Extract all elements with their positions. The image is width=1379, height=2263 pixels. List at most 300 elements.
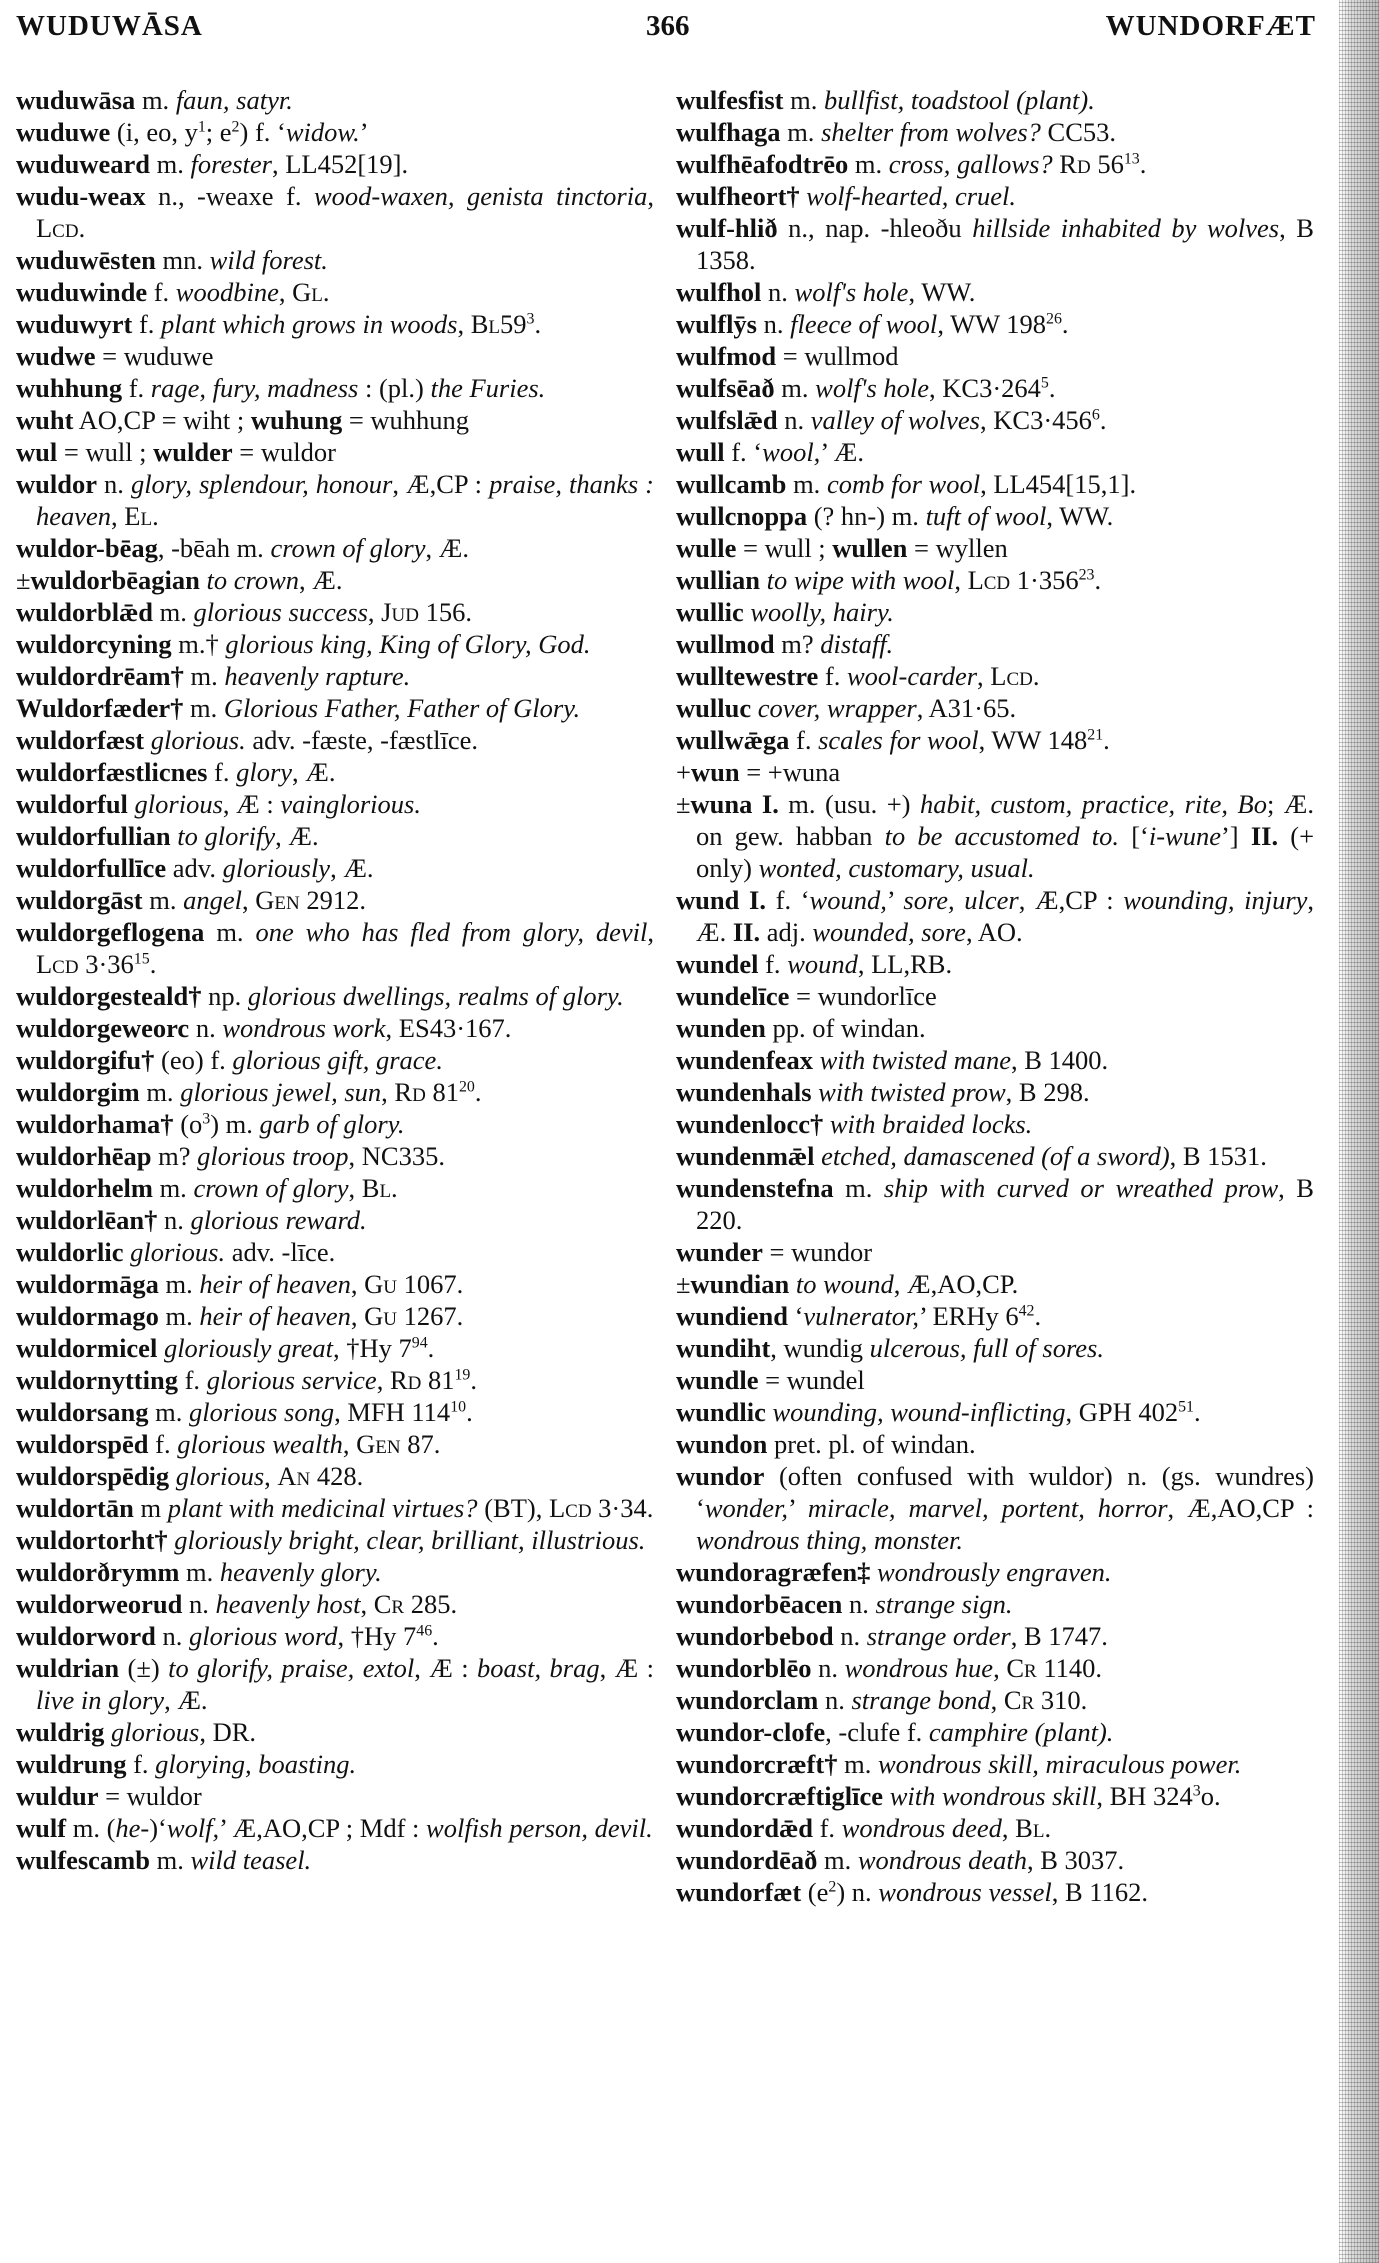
entry-definition: heavenly glory.	[219, 1557, 382, 1587]
entry-text: ’]	[1220, 821, 1251, 851]
dictionary-entry	[676, 1012, 1314, 1044]
dictionary-entry	[676, 1076, 1314, 1108]
entry-definition: glorious jewel, sun	[180, 1077, 382, 1107]
dictionary-entry	[16, 916, 654, 980]
entry-source-abbrev: Lcd	[990, 661, 1033, 691]
dictionary-entry	[16, 372, 654, 404]
dictionary-entry	[676, 1268, 1314, 1300]
entry-headword: wundor-clofe	[676, 1717, 826, 1747]
dictionary-entry	[16, 1236, 654, 1268]
entry-superscript: 15	[133, 950, 150, 968]
entry-text: ‘	[787, 1301, 804, 1331]
entry-headword: wun	[690, 757, 740, 787]
entry-headword: wundel	[676, 949, 759, 979]
entry-text: ,	[457, 309, 471, 339]
entry-headword: wuldortorht†	[16, 1525, 168, 1555]
dictionary-entry	[16, 564, 654, 596]
entry-text: (often confused with wuldor) n. (gs. wundres) ‘	[696, 1461, 1314, 1523]
entry-definition: to be accustomed to.	[884, 821, 1120, 851]
dictionary-entry	[676, 1620, 1314, 1652]
entry-text: pret. pl. of windan.	[767, 1429, 976, 1459]
entry-definition: wondrous deed	[841, 1813, 1002, 1843]
dictionary-entry	[16, 84, 654, 116]
entry-text: , Æ.	[696, 885, 1315, 947]
entry-text: .	[1034, 1301, 1042, 1331]
dictionary-entry	[16, 404, 654, 436]
entry-headword: wundenfeax	[676, 1045, 813, 1075]
entry-definition: glorious	[175, 1461, 265, 1491]
dictionary-entry	[676, 1812, 1314, 1844]
entry-text: = wundorlīce	[789, 981, 937, 1011]
entry-text: n.	[777, 405, 811, 435]
entry-headword: wulfhaga	[676, 117, 781, 147]
entry-text: (o	[173, 1109, 203, 1139]
dictionary-entry	[16, 628, 654, 660]
entry-headword: wuldorbēagian	[30, 565, 200, 595]
entry-definition: to glorify	[177, 821, 276, 851]
entry-text: = wuldor	[232, 437, 336, 467]
entry-definition: miracle, marvel, portent, horror	[807, 1493, 1168, 1523]
dictionary-entry	[16, 1396, 654, 1428]
entry-headword: wullic	[676, 597, 744, 627]
entry-definition: glorious	[134, 789, 223, 819]
entry-text: , Æ.	[299, 565, 343, 595]
entry-text: 1·356	[1010, 565, 1079, 595]
dictionary-entry	[676, 1044, 1314, 1076]
entry-text: , B 1358.	[696, 213, 1314, 275]
dictionary-entry	[16, 436, 654, 468]
entry-headword: wuldorspēdig	[16, 1461, 170, 1491]
entry-headword: I.	[749, 885, 766, 915]
entry-text: m?	[151, 1141, 198, 1171]
entry-text: , LL454[15,1].	[980, 469, 1137, 499]
entry-definition: wonder,	[704, 1493, 789, 1523]
dictionary-entry	[676, 308, 1314, 340]
entry-text: adv. -līce.	[225, 1237, 336, 1267]
entry-definition: garb of glory.	[259, 1109, 405, 1139]
entry-headword: wundlic	[676, 1397, 766, 1427]
entry-text: f.	[126, 1749, 156, 1779]
entry-text: +	[676, 757, 691, 787]
entry-text: 1267.	[397, 1301, 464, 1331]
entry-text: (? hn-) m.	[807, 501, 926, 531]
entry-text: np.	[201, 981, 248, 1011]
entry-definition: rage, fury, madness	[150, 373, 359, 403]
entry-text	[144, 725, 151, 755]
entry-headword: wuldor-bēag	[16, 533, 158, 563]
entry-source-abbrev: Cr	[1006, 1653, 1037, 1683]
entry-headword: Wuldorfæder†	[16, 693, 184, 723]
entry-headword: wulfsēað	[676, 373, 775, 403]
entry-text: , †Hy 7	[337, 1621, 417, 1651]
entry-definition: with braided locks.	[829, 1109, 1033, 1139]
entry-text: (±)	[119, 1653, 169, 1683]
entry-text: ,	[367, 597, 382, 627]
entry-text: ; e	[205, 117, 232, 147]
entry-text: , AO.	[965, 917, 1023, 947]
entry-definition: praise, thanks : heaven	[36, 469, 655, 531]
entry-superscript: 51	[1178, 1398, 1194, 1416]
entry-text	[739, 885, 749, 915]
dictionary-entry	[16, 756, 654, 788]
entry-text: 285.	[404, 1589, 458, 1619]
entry-headword: wulfesfist	[676, 85, 784, 115]
entry-definition: camphire (plant).	[928, 1717, 1114, 1747]
entry-text: , WW.	[908, 277, 976, 307]
running-header	[16, 10, 1316, 50]
entry-headword: wullwǣga	[676, 725, 790, 755]
dictionary-entry	[16, 596, 654, 628]
entry-headword: wundoragræfen‡	[676, 1557, 871, 1587]
dictionary-entry	[676, 180, 1314, 212]
entry-definition: heavenly rapture.	[224, 661, 411, 691]
entry-definition: boast, brag	[477, 1653, 600, 1683]
entry-headword: wuldorgeflogena	[16, 917, 205, 947]
entry-headword: wundenstefna	[676, 1173, 834, 1203]
entry-definition: wolf's hole	[815, 373, 930, 403]
dictionary-entry	[16, 852, 654, 884]
entry-text: .	[391, 1173, 398, 1203]
entry-headword: wuduwāsa	[16, 85, 136, 115]
entry-text: , B 220.	[696, 1173, 1314, 1235]
entry-text: o.	[1200, 1781, 1221, 1811]
dictionary-entry	[676, 84, 1314, 116]
entry-text: .	[78, 213, 86, 243]
entry-text: f.	[147, 277, 176, 307]
dictionary-entry	[16, 1524, 654, 1556]
entry-text: .	[1048, 373, 1056, 403]
entry-headword: wuldorhama†	[16, 1109, 174, 1139]
entry-source-abbrev: Bl	[361, 1173, 392, 1203]
entry-text: .	[1032, 661, 1040, 691]
entry-definition: wondrous work	[222, 1013, 386, 1043]
dictionary-entry	[676, 564, 1314, 596]
entry-text: 81	[421, 1365, 455, 1395]
entry-headword: wuldrung	[16, 1749, 127, 1779]
entry-definition: glorious gift, grace.	[232, 1045, 443, 1075]
entry-headword: wundiht	[676, 1333, 771, 1363]
entry-text: = wundel	[758, 1365, 865, 1395]
entry-text: = wullmod	[776, 341, 899, 371]
dictionary-entry	[676, 1140, 1314, 1172]
entry-text: m.	[139, 1077, 181, 1107]
entry-definition: wool,	[762, 437, 821, 467]
entry-text: f.	[148, 1429, 178, 1459]
entry-text: , Æ.	[164, 1685, 208, 1715]
entry-text: .	[1094, 565, 1102, 595]
dictionary-entry	[16, 1492, 654, 1524]
dictionary-entry	[676, 116, 1314, 148]
entry-headword: wuldorðrymm	[16, 1557, 180, 1587]
entry-text: )‘	[149, 1813, 167, 1843]
entry-text: m.	[149, 1845, 191, 1875]
entry-headword: wulle	[676, 533, 737, 563]
entry-definition: valley of wolves	[810, 405, 980, 435]
dictionary-entry	[16, 1140, 654, 1172]
entry-text: m.	[150, 149, 191, 179]
dictionary-entry	[16, 980, 654, 1012]
entry-definition: ship with curved or wreathed prow	[883, 1173, 1279, 1203]
entry-text: , GPH 402	[1065, 1397, 1179, 1427]
entry-text: 3·36	[78, 949, 134, 979]
entry-text: .	[466, 1397, 473, 1427]
entry-headword: wuduweard	[16, 149, 151, 179]
entry-text: f. ‘	[765, 885, 810, 915]
dictionary-entry	[16, 1044, 654, 1076]
entry-text: .	[474, 1077, 482, 1107]
entry-text: , Æ.	[292, 757, 336, 787]
entry-text: .	[427, 1333, 435, 1363]
entry-headword: wullian	[676, 565, 760, 595]
dictionary-entry	[676, 1300, 1314, 1332]
dictionary-entry	[16, 1204, 654, 1236]
entry-text: , †Hy 7	[333, 1333, 412, 1363]
entry-text: = wuldor	[98, 1781, 202, 1811]
dictionary-entry	[16, 1780, 654, 1812]
entry-definition: live in glory	[36, 1685, 165, 1715]
dictionary-entry	[676, 884, 1314, 948]
entry-text: , B 1162.	[1051, 1877, 1148, 1907]
dictionary-entry	[16, 1620, 654, 1652]
entry-text: m.	[152, 1173, 194, 1203]
entry-text: m.	[848, 149, 889, 179]
left-column	[16, 84, 654, 1876]
entry-definition: wounded, sore	[812, 917, 966, 947]
dictionary-entry	[676, 148, 1314, 180]
entry-text: adj.	[760, 917, 813, 947]
entry-text: , ES43·167.	[385, 1013, 512, 1043]
entry-headword: wundorbēacen	[676, 1589, 843, 1619]
entry-headword: wundorclam	[676, 1685, 819, 1715]
dictionary-entry	[16, 1012, 654, 1044]
entry-definition: glorious song	[189, 1397, 335, 1427]
entry-headword: wundenlocc†	[676, 1109, 824, 1139]
entry-text: , wundig	[770, 1333, 870, 1363]
entry-text: , Æ.	[275, 821, 319, 851]
entry-headword: wuduwe	[16, 117, 111, 147]
entry-text: ’ Æ.	[820, 437, 864, 467]
dictionary-entry	[676, 1844, 1314, 1876]
entry-headword: wullen	[832, 533, 908, 563]
dictionary-entry	[16, 1428, 654, 1460]
entry-definition: glorious	[110, 1717, 200, 1747]
entry-text: f.	[207, 757, 237, 787]
entry-text: .	[470, 1365, 477, 1395]
entry-superscript: 26	[1046, 310, 1062, 328]
entry-headword: wundenhals	[676, 1077, 812, 1107]
entry-definition: wolf-hearted, cruel.	[806, 181, 1017, 211]
entry-definition: crown of glory	[193, 1173, 349, 1203]
entry-text: mn.	[155, 245, 210, 275]
entry-definition: the Furies.	[430, 373, 546, 403]
entry-definition: wound	[787, 949, 858, 979]
entry-text: : (pl.)	[358, 373, 431, 403]
entry-text: m.	[817, 1845, 858, 1875]
dictionary-entry	[16, 1844, 654, 1876]
entry-text: (i, eo, y	[110, 117, 198, 147]
entry-definition: heavenly host	[215, 1589, 361, 1619]
dictionary-entry	[676, 468, 1314, 500]
dictionary-entry	[16, 1172, 654, 1204]
entry-text: , Æ,AO,CP :	[1167, 1493, 1315, 1523]
entry-text: n.	[189, 1013, 223, 1043]
entry-definition: heir of heaven	[199, 1269, 351, 1299]
dictionary-entry	[676, 948, 1314, 980]
entry-definition: glorying, boasting.	[155, 1749, 357, 1779]
entry-headword: wundorcræft†	[676, 1749, 838, 1779]
dictionary-entry	[676, 660, 1314, 692]
header-last-word: WUNDORFÆT	[1105, 10, 1316, 42]
entry-definition: gloriously great	[163, 1333, 333, 1363]
entry-definition: cross, gallows?	[888, 149, 1053, 179]
entry-text: n.	[761, 277, 795, 307]
dictionary-entry	[676, 1556, 1314, 1588]
entry-text: , KC3·456	[980, 405, 1092, 435]
dictionary-entry	[676, 1428, 1314, 1460]
entry-definition: glory	[236, 757, 293, 787]
entry-superscript: 20	[458, 1078, 475, 1096]
entry-text: 56	[1090, 149, 1124, 179]
dictionary-entry	[676, 1684, 1314, 1716]
entry-text: , Æ :	[414, 1653, 478, 1683]
entry-headword: wulder	[153, 437, 233, 467]
entry-definition: wondrous skill, miraculous power.	[877, 1749, 1242, 1779]
entry-superscript: 6	[1091, 406, 1100, 424]
dictionary-entry	[16, 1748, 654, 1780]
dictionary-entry	[16, 148, 654, 180]
entry-headword: wuht	[16, 405, 74, 435]
entry-text: , A31·65.	[916, 693, 1017, 723]
entry-headword: wudu-weax	[16, 181, 146, 211]
entry-text: ±	[676, 1269, 691, 1299]
entry-source-abbrev: Lcd	[36, 949, 79, 979]
page-number: 366	[646, 10, 690, 42]
entry-source-abbrev: El	[124, 501, 153, 531]
entry-definition: gloriously	[222, 853, 331, 883]
entry-text: f.	[789, 725, 819, 755]
entry-text: , NC335.	[348, 1141, 445, 1171]
dictionary-entry	[16, 1332, 654, 1364]
entry-text: , Æ :	[222, 789, 281, 819]
entry-text: ,	[278, 277, 293, 307]
entry-text: , B 298.	[1005, 1077, 1090, 1107]
entry-source-abbrev: Gen	[255, 885, 300, 915]
entry-definition: glorious.	[130, 1237, 226, 1267]
entry-headword: wundordǣd	[676, 1813, 813, 1843]
entry-definition: tuft of wool	[925, 501, 1047, 531]
entry-headword: wulflȳs	[676, 309, 757, 339]
entry-definition: wondrous hue	[844, 1653, 994, 1683]
entry-definition: wild forest.	[209, 245, 328, 275]
entry-text: f. ‘	[724, 437, 763, 467]
entry-text: m.	[833, 1173, 884, 1203]
entry-text: 1140.	[1036, 1653, 1102, 1683]
entry-text: n.	[97, 469, 131, 499]
entry-text: ,	[242, 885, 256, 915]
dictionary-entry	[676, 404, 1314, 436]
entry-text: m.	[142, 885, 184, 915]
entry-text: ) m.	[210, 1109, 260, 1139]
entry-text: , B 1400.	[1010, 1045, 1109, 1075]
entry-headword: wundon	[676, 1429, 768, 1459]
entry-source-abbrev: Bl	[470, 309, 501, 339]
entry-definition: glory, splendour, honour	[130, 469, 393, 499]
entry-text: (eo) f.	[154, 1045, 233, 1075]
entry-text: .	[152, 501, 159, 531]
dictionary-entry	[676, 980, 1314, 1012]
entry-text: f.	[177, 1365, 207, 1395]
page-edge	[1339, 0, 1379, 2263]
entry-text: m.	[837, 1749, 878, 1779]
entry-text: ,	[977, 661, 991, 691]
entry-definition: etched, damascened (of a sword)	[821, 1141, 1170, 1171]
entry-headword: wuduwēsten	[16, 245, 156, 275]
entry-definition: wolf's hole	[794, 277, 909, 307]
entry-definition: to glorify, praise, extol	[168, 1653, 415, 1683]
entry-text	[169, 1461, 176, 1491]
entry-definition: plant which grows in woods	[161, 309, 458, 339]
entry-source-abbrev: Rd	[1059, 149, 1091, 179]
entry-definition: glorious king, King of Glory, God.	[225, 629, 591, 659]
entry-definition: glorious success	[193, 597, 368, 627]
entry-text: 1067.	[397, 1269, 464, 1299]
entry-text: 156.	[418, 597, 472, 627]
dictionary-entry	[16, 1460, 654, 1492]
entry-text: m.	[204, 917, 256, 947]
entry-headword: wulfslǣd	[676, 405, 778, 435]
entry-text: ’	[788, 1493, 808, 1523]
dictionary-entry	[676, 1780, 1314, 1812]
entry-definition: wounding, wound-inflicting	[772, 1397, 1066, 1427]
entry-text: n.	[157, 1205, 191, 1235]
entry-text: , B 1531.	[1169, 1141, 1267, 1171]
dictionary-entry	[676, 276, 1314, 308]
entry-text: ,	[111, 501, 125, 531]
entry-text: adv.	[166, 853, 223, 883]
entry-definition: to wipe with wool	[766, 565, 955, 595]
entry-headword: wundorbebod	[676, 1621, 834, 1651]
entry-headword: wuldorgāst	[16, 885, 143, 915]
entry-source-abbrev: Bl	[1015, 1813, 1045, 1843]
dictionary-entry	[16, 1812, 654, 1844]
entry-definition: bullfist, toadstool (plant).	[823, 85, 1095, 115]
entry-text: , B 3037.	[1026, 1845, 1125, 1875]
entry-text: 81	[425, 1077, 459, 1107]
entry-text: , WW 148	[978, 725, 1088, 755]
entry-definition: i-wune	[1148, 821, 1221, 851]
entry-headword: wuduwinde	[16, 277, 148, 307]
entry-headword: wullmod	[676, 629, 775, 659]
entry-text: m.	[783, 85, 824, 115]
entry-headword: wulluc	[676, 693, 752, 723]
entry-definition: distaff.	[820, 629, 894, 659]
entry-text: m.	[179, 1557, 220, 1587]
entry-text: .	[1139, 149, 1147, 179]
entry-text: ,	[381, 1077, 395, 1107]
entry-text: ,	[990, 1685, 1004, 1715]
dictionary-entry	[676, 692, 1314, 724]
entry-text: .	[1099, 405, 1107, 435]
entry-headword: wulfmod	[676, 341, 777, 371]
entry-text: m.	[183, 661, 225, 691]
entry-text: , LL,RB.	[857, 949, 953, 979]
entry-definition: faun, satyr.	[175, 85, 293, 115]
entry-definition: strange order	[866, 1621, 1011, 1651]
entry-text: 87.	[400, 1429, 441, 1459]
dictionary-entry	[16, 788, 654, 820]
entry-text: m.	[158, 1301, 200, 1331]
entry-headword: wuldorgeweorc	[16, 1013, 190, 1043]
